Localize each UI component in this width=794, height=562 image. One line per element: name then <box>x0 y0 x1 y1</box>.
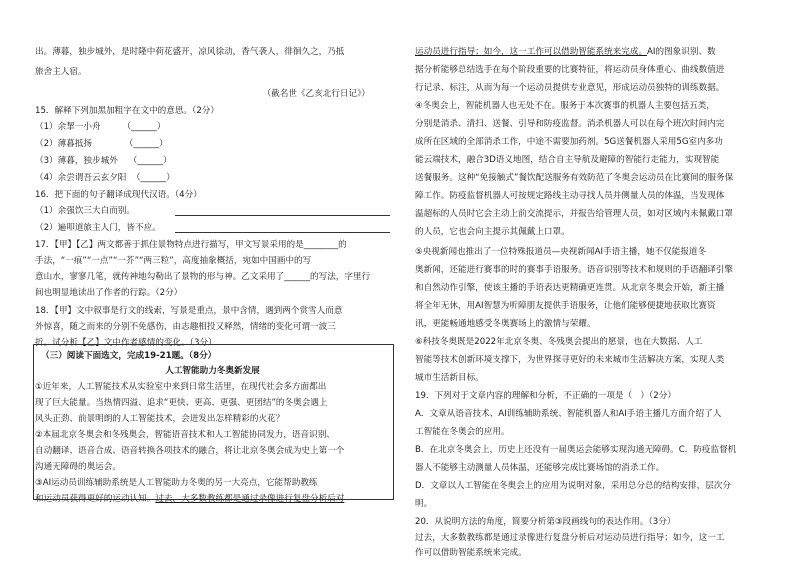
right-line-3: 行记录、标注，从而为每一个运动员提供专业意见，形成运动员独特的训练数据。 <box>415 83 725 93</box>
q18-line-1: 18．【甲】文中叙事是行文的线索，写景是重点，景中含情，遇到两个赏雪人而意 <box>35 306 343 316</box>
para-5-line-5: 讯，更能畅通地感受冬奥赛场上的激情与荣耀。 <box>415 319 596 329</box>
para-4-line-7: 温超标的人员时它会主动上前交流提示，并报告给管理人员，如对区域内未佩戴口罩 <box>415 209 733 219</box>
para-1-line-3: 风头正劲、前景明朗的人工智能技术，会迸发出怎样精彩的火花？ <box>35 414 285 424</box>
question-16: 16．把下面的句子翻译成现代汉语。（4分） <box>35 190 202 200</box>
answer-line-1 <box>175 215 390 216</box>
q19-opt-line-5: D．文章以人工智能在冬奥会上的应用为说明对象，采用总分总的结构安排，层次分 <box>415 481 731 491</box>
para-3-line-2 <box>35 491 390 508</box>
para-2-line-1: ②本届北京冬奥会和冬残奥会，智能语音技术和人工智能协同发力，语音识别、 <box>35 430 335 440</box>
para-6-line-2: 智能等技术创新环境支撑下，为世界探寻更好的未来城市生活解决方案，实现人类 <box>415 355 725 365</box>
q15-item-3: （3）薄暮，独步城外 （______） <box>35 156 172 166</box>
para-6-line-3: 城市生活新目标。 <box>415 373 484 383</box>
section-3-heading: （三）阅读下面选文，完成19-21题。（8分） <box>41 351 217 361</box>
q17-line-3: 意山水，寥寥几笔，就传神地勾勒出了景物的形与神。乙文采用了______的写法，字里行 <box>35 272 371 282</box>
para-4-line-1: ④冬奥会上，智能机器人也无处不在。服务于本次赛事的机器人主要包括五类， <box>415 101 715 111</box>
para-4-line-8: 的人员，它也会向主提示其佩戴上口罩。 <box>415 227 570 237</box>
q20-text-line-2: 作可以借助智能系统来完成。 <box>415 548 527 558</box>
answer-line-2 <box>175 232 390 233</box>
para-5-line-4: 将全年无休，用AI智慧为听障朋友提供手语服务，让他们能够便捷地获取比赛资 <box>415 301 716 311</box>
para-1-line-1: ①近年来，人工智能技术从实验室中来到日常生活里，在现代社会多方面都出 <box>35 382 327 392</box>
question-20: 20．从说明方法的角度，简要分析第③段画线句的表达作用。（3分） <box>415 517 676 527</box>
source-note: （截名世《乙亥北行日记》） <box>262 89 370 99</box>
article-title: 人工智能助力冬奥新发展 <box>165 366 260 376</box>
q19-opt-line-6: 明。 <box>415 499 433 509</box>
q17-line-2: 手法，“一痕”“一点”“一芥”“两三粒”，高度抽象概括，宛如中国画中的写 <box>35 256 312 266</box>
right-line-1 <box>415 44 770 61</box>
q19-opt-line-2: 工智能在冬奥会的应用。 <box>415 427 510 437</box>
para-4-line-4: 能云端技术，融合3D语义地图，结合自主导航及避障的智能行走能力，实现智能 <box>415 155 720 165</box>
para-3-underlined: 过去，大多数教练都是通过录像进行复盘分析后对 <box>155 494 345 504</box>
right-line-1-rest: AI的图象识别、数 <box>647 47 716 57</box>
q18-line-3: 折。试分析【乙】文中作者感情的变化。（3分） <box>35 338 217 348</box>
q19-opt-line-3: B．在北京冬奥会上，历史上还没有一届奥运会能够实现沟通无障碍。C．防疫监督机 <box>415 445 737 455</box>
q17-line-1: 17．【甲】【乙】两文都善于抓住景物特点进行描写，甲文写景采用的是________的 <box>35 240 347 250</box>
question-15: 15．解释下列加黑加粗字在文中的意思。（2分） <box>35 106 219 116</box>
para-5-line-1: ⑤央视新闻也推出了一位特殊报道员—央视新闻AI手语主播，她不仅能报道冬 <box>415 247 707 257</box>
question-19: 19．下列对于文章内容的理解和分析，不正确的一项是（ ）（2分） <box>415 391 676 401</box>
intro-line-2: 旅舍主人宿。 <box>35 67 87 77</box>
para-4-line-6: 障工作。防疫监督机器人可按规定路线主动寻找人员并侧量人员的体温，当发现体 <box>415 191 725 201</box>
q19-opt-line-1: A．文章从语音技术、AI训练辅助系统、智能机器人和AI手语主播几方面介绍了人 <box>415 409 722 419</box>
right-underlined: 运动员进行指导；如今，这一工作可以借助智能系统来完成。 <box>415 47 648 57</box>
para-4-line-3: 成所在区域的全部消杀工作，中途不需要加药剂。5G送餐机器人采用5G室内多功 <box>415 137 723 147</box>
q19-opt-line-4: 器人不能够主动测量人员体温，还能够完成比赛场馆的消杀工作。 <box>415 463 665 473</box>
para-2-line-3: 沟通无障碍的奥运会。 <box>35 462 121 472</box>
q17-line-4: 间也明显地读出了作者的行踪。（2分） <box>35 288 183 298</box>
para-3-line-1: ③AI运动员训练辅助系统是人工智能助力冬奥的另一大亮点，它能帮助教练 <box>35 478 318 488</box>
q18-line-2: 外惊喜，随之而来的分别不免感伤，由志趣相投又释然，情绪的变化可谓一波三 <box>35 322 336 332</box>
para-2-line-2: 自动翻译、语音合成、语音转换各项技术的融合，将让北京冬奥会成为史上第一个 <box>35 446 345 456</box>
intro-line-1: 出。薄暮，独步城外，是时隆中荷花盛开，凉风徐动，香气袭人，徘徊久之，乃抵 <box>35 47 345 57</box>
para-4-line-2: 分别是消杀、清扫、送餐、引导和防疫监督。消杀机器人可以在每个班次时间内完 <box>415 119 725 129</box>
para-3-line-2-text: 和运动员获得更好的运动认知。 <box>35 494 156 504</box>
right-line-2: 据分析能够总结选手在每个阶段重要的比赛特征，将运动员身体重心、曲线数值进 <box>415 65 725 75</box>
q15-item-1: （1）余挈一小舟 （______） <box>35 122 166 132</box>
para-5-line-3: 和自然动作引擎，使该主播的手语表达更精确更连贯。从北京冬奥会开始，新主播 <box>415 283 725 293</box>
para-6-line-1: ⑥科技冬奥既是2022年北京冬奥、冬残奥会提出的愿景，也在大数据、人工 <box>415 337 703 347</box>
para-5-line-2: 奥新闻，还能进行赛事的时的赛事手语服务。语音识别等技术和规则的手语翻译引擎 <box>415 265 733 275</box>
q15-item-2: （2）薄暮抵扬 （______） <box>35 139 168 149</box>
q16-item-1: （1）余强饮三大白而别。 <box>35 206 135 216</box>
para-1-line-2: 现了巨大能量。当热情四溢、追求“更快、更高、更强、更团结”的冬奥会遇上 <box>35 398 328 408</box>
q20-text-line-1: 过去，大多数教练都是通过录像进行复盘分析后对运动员进行指导；如今，这一工 <box>415 533 725 543</box>
q15-item-4: （4）余尝谓吾云玄夕阳 （______） <box>35 173 175 183</box>
q16-item-2: （2）遍叩道旅主人门，皆不应。 <box>35 223 161 233</box>
para-4-line-5: 送餐服务。这种“免接触式”餐饮配送服务有效防范了冬奥会运动员在比赛间的服务保 <box>415 173 734 183</box>
